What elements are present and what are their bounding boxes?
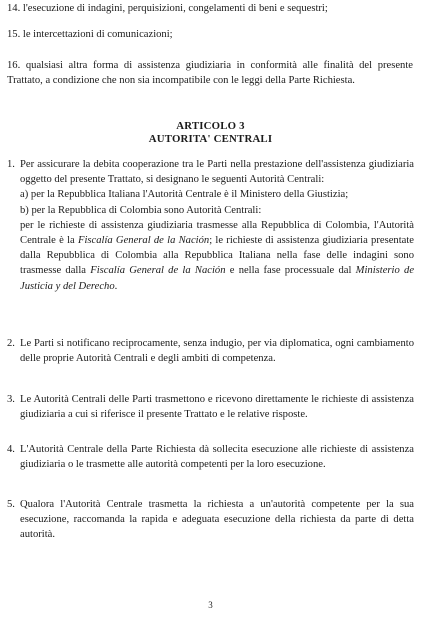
list-item-text: 14. l'esecuzione di indagini, perquisizioni, congelamenti di beni e sequestri; bbox=[7, 3, 328, 14]
sub-item-label: a) bbox=[20, 189, 29, 201]
detail-italic: Fiscalía General de la Nación bbox=[90, 265, 226, 277]
list-item-14 bbox=[7, 1, 413, 16]
sub-item-text: per la Repubblica di Colombia sono Autorità Centrali: bbox=[31, 204, 262, 216]
paragraph-3 bbox=[7, 392, 414, 422]
paragraph-text: Le Autorità Centrali delle Parti trasmettono e ricevono direttamente le richieste di assistenza giudiziaria a cui si riferisce il presente Trattato e le relative risposte. bbox=[20, 394, 414, 421]
sub-item-label: b) bbox=[20, 204, 29, 216]
paragraph-number: 3. bbox=[7, 394, 15, 405]
detail-text: per le richieste di assistenza giudiziaria trasmesse alla Repubblica di Colombia, l'Autorità Centrale è la bbox=[20, 219, 414, 247]
page-number: 3 bbox=[208, 600, 213, 610]
paragraph-text: Qualora l'Autorità Centrale trasmetta la richiesta a un'autorità competente per la sua esecuzione, raccomanda la rapida e adeguata esecuzione della richiesta da parte di detta autorità. bbox=[20, 499, 414, 541]
paragraph-1-intro: Per assicurare la debita cooperazione tra le Parti nella prestazione dell'assistenza giudiziaria oggetto del presente Trattato, si designano le seguenti Autorità Centrali: bbox=[20, 159, 414, 186]
sub-item-b bbox=[20, 203, 414, 218]
paragraph-number: 2. bbox=[7, 338, 15, 349]
list-item-16 bbox=[7, 58, 413, 88]
sub-item-a bbox=[20, 187, 414, 202]
paragraph-4 bbox=[7, 442, 414, 472]
paragraph-text: L'Autorità Centrale della Parte Richiesta dà sollecita esecuzione alle richieste di assistenza giudiziaria o le trasmette alle autorità competenti per la loro esecuzione. bbox=[20, 444, 414, 471]
paragraph-text: Le Parti si notificano reciprocamente, senza indugio, per via diplomatica, ogni cambiamento delle proprie Autorità Centrali e degli ambiti di competenza. bbox=[20, 338, 414, 365]
paragraph-number: 4. bbox=[7, 444, 15, 455]
paragraph-1 bbox=[7, 157, 414, 294]
paragraph-5 bbox=[7, 497, 414, 543]
list-item-text: 16. qualsiasi altra forma di assistenza giudiziaria in conformità alle finalità del presente Trattato, a condizione che non sia incompatibile con le leggi della Parte Richiesta. bbox=[7, 60, 413, 87]
article-title: ARTICOLO 3 bbox=[176, 120, 245, 132]
sub-item-text: per la Repubblica Italiana l'Autorità Centrale è il Ministero della Giustizia; bbox=[30, 189, 349, 201]
detail-italic: Ministerio de Justicia y del Derecho bbox=[20, 265, 415, 292]
detail-text: ; le richieste di assistenza giudiziaria presentate dalla Repubblica di Colombia alla Repubblica Italiana nella fase delle indagini sono trasmesse dalla bbox=[20, 235, 414, 277]
detail-italic: Fiscalía General de la Nación bbox=[77, 235, 210, 247]
paragraph-number: 1. bbox=[7, 159, 15, 170]
list-item-15 bbox=[7, 27, 413, 42]
article-subtitle: AUTORITA' CENTRALI bbox=[148, 133, 273, 145]
detail-text: . bbox=[114, 280, 118, 292]
paragraph-2 bbox=[7, 336, 414, 366]
detail-text: e nella fase processuale dal bbox=[229, 265, 352, 277]
list-item-text: 15. le intercettazioni di comunicazioni; bbox=[7, 29, 173, 40]
sub-item-b-detail bbox=[20, 218, 414, 294]
paragraph-number: 5. bbox=[7, 499, 15, 510]
